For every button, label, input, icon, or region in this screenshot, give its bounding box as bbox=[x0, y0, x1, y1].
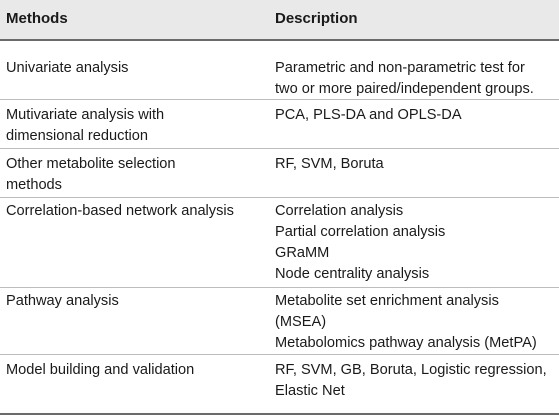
description-line: PCA, PLS-DA and OPLS-DA bbox=[275, 107, 462, 123]
header-methods: Methods bbox=[6, 10, 68, 27]
description-line: Correlation analysis bbox=[275, 203, 404, 219]
method-line: Correlation-based network analysis bbox=[6, 203, 234, 219]
method-cell bbox=[6, 201, 234, 222]
description-cell bbox=[275, 105, 462, 126]
method-cell bbox=[6, 105, 164, 147]
description-cell bbox=[275, 291, 537, 354]
description-line: RF, SVM, GB, Boruta, Logistic regression, bbox=[275, 362, 547, 378]
description-line: (MSEA) bbox=[275, 314, 327, 330]
row-divider bbox=[0, 148, 559, 149]
method-cell bbox=[6, 360, 194, 381]
description-cell bbox=[275, 360, 547, 402]
description-line: Node centrality analysis bbox=[275, 266, 430, 282]
method-line: methods bbox=[6, 177, 62, 193]
method-line: dimensional reduction bbox=[6, 128, 148, 144]
method-line: Pathway analysis bbox=[6, 293, 119, 309]
table-header bbox=[0, 0, 559, 39]
method-line: Univariate analysis bbox=[6, 60, 129, 76]
method-cell bbox=[6, 58, 128, 79]
method-line: Model building and validation bbox=[6, 362, 195, 378]
header-description: Description bbox=[275, 10, 358, 27]
row-divider bbox=[0, 99, 559, 100]
row-divider bbox=[0, 354, 559, 355]
row-divider bbox=[0, 197, 559, 198]
description-line: two or more paired/independent groups. bbox=[275, 81, 534, 97]
method-cell bbox=[6, 291, 119, 312]
description-line: Parametric and non-parametric test for bbox=[275, 60, 525, 76]
method-cell bbox=[6, 154, 176, 196]
description-line: RF, SVM, Boruta bbox=[275, 156, 384, 172]
description-line: Partial correlation analysis bbox=[275, 224, 446, 240]
description-cell bbox=[275, 58, 534, 100]
description-cell bbox=[275, 201, 445, 285]
description-line: Metabolite set enrichment analysis bbox=[275, 293, 499, 309]
row-divider bbox=[0, 287, 559, 288]
method-line: Other metabolite selection bbox=[6, 156, 176, 172]
description-line: Elastic Net bbox=[275, 383, 345, 399]
description-cell bbox=[275, 154, 384, 175]
table-bottom-rule bbox=[0, 413, 559, 415]
header-divider bbox=[0, 39, 559, 41]
description-line: GRaMM bbox=[275, 245, 330, 261]
description-line: Metabolomics pathway analysis (MetPA) bbox=[275, 335, 537, 351]
method-line: Mutivariate analysis with bbox=[6, 107, 165, 123]
